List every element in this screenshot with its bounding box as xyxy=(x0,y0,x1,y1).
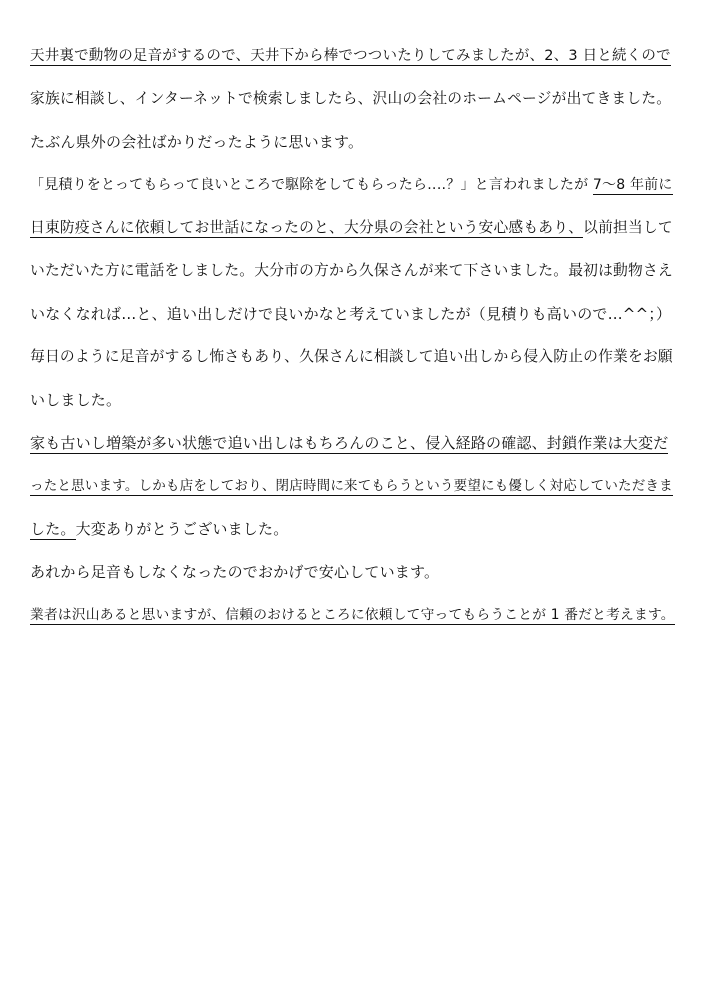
text-segment: した。 xyxy=(30,520,76,538)
text-line-6 xyxy=(30,261,680,281)
text-segment: 以前担当して xyxy=(583,219,673,236)
text-segment: 天井裏で動物の足音がするので、天井下から棒でつついたりしてみましたが、2、3 日と続くので xyxy=(30,48,671,64)
text-line-14 xyxy=(30,605,680,625)
text-line-3 xyxy=(30,132,680,152)
text-line-13 xyxy=(30,562,680,582)
text-segment: 大変ありがとうございました。 xyxy=(75,520,289,538)
text-line-10 xyxy=(30,433,680,453)
text-line-12 xyxy=(30,519,680,539)
text-segment: ったと思います。しかも店をしており、閉店時間に来てもらうという要望にも優しく対応していただきま xyxy=(30,478,673,494)
text-line-5 xyxy=(30,218,680,238)
text-line-2 xyxy=(30,89,680,109)
text-segment: いしました。 xyxy=(30,391,122,409)
text-line-7 xyxy=(30,304,680,324)
text-line-1 xyxy=(30,46,680,66)
text-segment: 業者は沢山あると思いますが、信頼のおけるところに依頼して守ってもらうことが 1 番だと考えます。 xyxy=(30,607,675,623)
text-segment: いただいた方に電話をしました。大分市の方から久保さんが来て下さいました。最初は動物さえ xyxy=(30,262,673,279)
text-line-4 xyxy=(30,175,680,195)
text-segment: 家族に相談し、インターネットで検索しましたら、沢山の会社のホームページが出てきました。 xyxy=(30,90,672,107)
text-segment: いなくなれば…と、追い出しだけで良いかなと考えていましたが（見積りも高いので…^^；） xyxy=(30,305,672,323)
text-line-11 xyxy=(30,476,680,496)
text-line-9 xyxy=(30,390,680,410)
text-segment: 毎日のように足音がするし怖さもあり、久保さんに相談して追い出しから侵入防止の作業をお願 xyxy=(30,348,673,365)
text-segment: 「見積りをとってもらって良いところで駆除をしてもらったら‥‥？」と言われましたが xyxy=(30,177,593,193)
text-segment: たぶん県外の会社ばかりだったように思います。 xyxy=(30,133,364,151)
text-segment: あれから足音もしなくなったのでおかげで安心しています。 xyxy=(30,563,440,581)
text-segment: 家も古いし増築が多い状態で追い出しはもちろんのこと、侵入経路の確認、封鎖作業は大変だ xyxy=(30,434,669,452)
text-segment: 7〜8 年前に xyxy=(592,177,673,193)
text-line-8 xyxy=(30,347,680,367)
text-segment: 日東防疫さんに依頼してお世話になったのと、大分県の会社という安心感もあり、 xyxy=(30,219,584,236)
